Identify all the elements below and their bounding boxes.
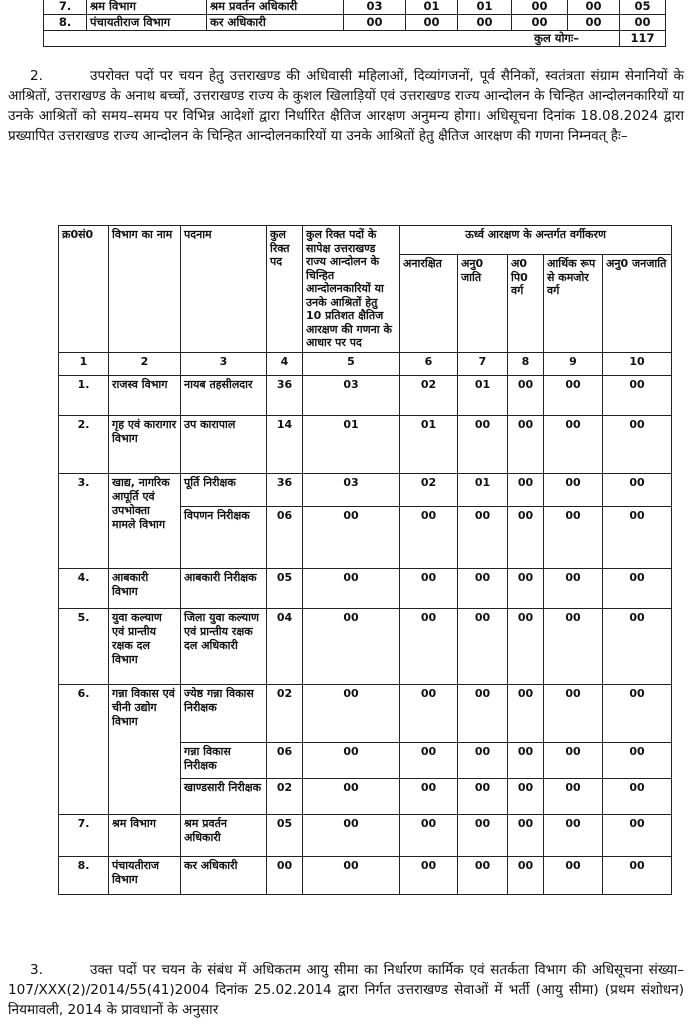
st-cell: 00 xyxy=(603,684,672,742)
dept-cell: राजस्व विभाग xyxy=(109,375,181,415)
sc-cell: 00 xyxy=(458,856,508,894)
obc-cell: 00 xyxy=(508,608,544,684)
table-row xyxy=(59,568,672,608)
dept-cell: श्रम विभाग xyxy=(109,814,181,856)
value-cell: 01 xyxy=(458,0,512,15)
unreserved-cell: 00 xyxy=(400,742,458,778)
sn-cell: 6. xyxy=(59,684,109,814)
sn-cell: 3. xyxy=(59,473,109,568)
sc-cell: 00 xyxy=(458,415,508,473)
post-cell: खाण्डसारी निरीक्षक xyxy=(181,778,267,814)
obc-cell: 00 xyxy=(508,856,544,894)
post-cell: विपणन निरीक्षक xyxy=(181,506,267,568)
header-total: कुल रिक्त पद xyxy=(267,226,303,353)
post-cell: श्रम प्रवर्तन अधिकारी xyxy=(207,0,344,15)
post-cell: श्रम प्रवर्तन अधिकारी xyxy=(181,814,267,856)
total-cell: 04 xyxy=(267,608,303,684)
paragraph-text: उपरोक्त पदों पर चयन हेतु उत्तराखण्ड की अधिवासी महिलाओं, दिव्यांगजनों, पूर्व सैनिकों, स्वतंत्रता संग्राम सेनानियों के आश्रितों, उत्तराखण्ड के अनाथ बच्चों, उत्तराखण्ड राज्य के कुशल खिलाड़ियों एवं उत्तराखण्ड राज्य आन्दोलन के चिन्हित आन्दोलनकारियों या उनके आश्रितों को समय–समय पर विभिन्न आदेशों द्वारा निर्धारित क्षैतिज आरक्षण अनुमन्य होगा। अधिसूचना दिनांक 18.08.2024 द्वारा प्रख्यापित उत्तराखण्ड राज्य आन्दोलन के चिन्हित आन्दोलनकारियों या उनके आश्रितों हेतु क्षैतिज आरक्षण की गणना निम्नवत् हैः– xyxy=(8,68,684,144)
total-cell: 05 xyxy=(267,814,303,856)
sn-cell: 8. xyxy=(59,856,109,894)
ews-cell: 00 xyxy=(544,856,603,894)
sc-cell: 01 xyxy=(458,473,508,506)
table-row xyxy=(59,473,672,506)
st-cell: 00 xyxy=(603,814,672,856)
table-row xyxy=(59,375,672,415)
unreserved-cell: 02 xyxy=(400,473,458,506)
obc-cell: 00 xyxy=(508,814,544,856)
dept-cell: आबकारी विभाग xyxy=(109,568,181,608)
paragraph-text: उक्त पदों पर चयन के संबंध में अधिकतम आयु सीमा का निर्धारण कार्मिक एवं सतर्कता विभाग की अधिसूचना संख्या–107/XXX(2)/2014/55(41)2004 दिनांक 25.02.2014 द्वारा निर्गत उत्तराखण्ड सेवाओं में भर्ती (आयु सीमा) (प्रथम संशोधन) नियमावली, 2014 के प्रावधानों के अनुसार xyxy=(8,962,684,1018)
total-cell: 02 xyxy=(267,684,303,742)
sn-cell: 7. xyxy=(44,0,87,15)
ews-cell: 00 xyxy=(544,568,603,608)
sc-cell: 00 xyxy=(458,814,508,856)
paragraph-number: 2. xyxy=(30,68,43,84)
total-cell: 06 xyxy=(267,742,303,778)
post-cell: ज्येष्ठ गन्ना विकास निरीक्षक xyxy=(181,684,267,742)
total-cell: 06 xyxy=(267,506,303,568)
header-st: अनु0 जनजाति xyxy=(603,255,672,353)
top-summary-table xyxy=(43,0,666,47)
value-cell: 03 xyxy=(344,0,406,15)
unreserved-cell: 00 xyxy=(400,814,458,856)
total-cell: 36 xyxy=(267,473,303,506)
st-cell: 00 xyxy=(603,375,672,415)
horizontal-cell: 00 xyxy=(303,506,400,568)
column-number: 5 xyxy=(303,352,400,375)
sn-cell: 8. xyxy=(44,15,87,31)
value-cell: 00 xyxy=(458,15,512,31)
dept-cell: युवा कल्याण एवं प्रान्तीय रक्षक दल विभाग xyxy=(109,608,181,684)
column-number: 9 xyxy=(544,352,603,375)
total-value: 117 xyxy=(620,31,666,47)
post-cell: उप कारापाल xyxy=(181,415,267,473)
horizontal-cell: 00 xyxy=(303,684,400,742)
header-unreserved: अनारक्षित xyxy=(400,255,458,353)
total-cell: 05 xyxy=(267,568,303,608)
st-cell: 00 xyxy=(603,506,672,568)
post-cell: नायब तहसीलदार xyxy=(181,375,267,415)
column-number: 10 xyxy=(603,352,672,375)
sc-cell: 00 xyxy=(458,568,508,608)
sc-cell: 01 xyxy=(458,375,508,415)
column-number-row xyxy=(59,352,672,375)
ews-cell: 00 xyxy=(544,608,603,684)
horizontal-cell: 00 xyxy=(303,778,400,814)
unreserved-cell: 02 xyxy=(400,375,458,415)
ews-cell: 00 xyxy=(544,506,603,568)
value-cell: 00 xyxy=(512,0,568,15)
ews-cell: 00 xyxy=(544,684,603,742)
dept-cell: खाद्य, नागरिक आपूर्ति एवं उपभोक्ता मामले विभाग xyxy=(109,473,181,568)
value-cell: 00 xyxy=(406,15,458,31)
dept-cell: श्रम विभाग xyxy=(87,0,207,15)
paragraph-number: 3. xyxy=(30,962,43,978)
header-sn: क्र0सं0 xyxy=(59,226,109,353)
st-cell: 00 xyxy=(603,415,672,473)
sn-cell: 5. xyxy=(59,608,109,684)
obc-cell: 00 xyxy=(508,568,544,608)
sn-cell: 2. xyxy=(59,415,109,473)
sn-cell: 4. xyxy=(59,568,109,608)
column-number: 6 xyxy=(400,352,458,375)
table-row xyxy=(59,415,672,473)
obc-cell: 00 xyxy=(508,742,544,778)
ews-cell: 00 xyxy=(544,778,603,814)
total-cell: 00 xyxy=(267,856,303,894)
sc-cell: 00 xyxy=(458,778,508,814)
unreserved-cell: 00 xyxy=(400,506,458,568)
column-number: 2 xyxy=(109,352,181,375)
ews-cell: 00 xyxy=(544,415,603,473)
header-ews: आर्थिक रूप से कमजोर वर्ग xyxy=(544,255,603,353)
st-cell: 00 xyxy=(603,742,672,778)
obc-cell: 00 xyxy=(508,415,544,473)
st-cell: 00 xyxy=(603,778,672,814)
value-cell: 00 xyxy=(620,15,666,31)
st-cell: 00 xyxy=(603,608,672,684)
sc-cell: 00 xyxy=(458,608,508,684)
post-cell: कर अधिकारी xyxy=(207,15,344,31)
dept-cell: गृह एवं कारागार विभाग xyxy=(109,415,181,473)
total-row xyxy=(44,31,666,47)
value-cell: 00 xyxy=(344,15,406,31)
paragraph-2 xyxy=(8,66,684,146)
dept-cell: पंचायतीराज विभाग xyxy=(87,15,207,31)
header-vertical-group: ऊर्ध्व आरक्षण के अन्तर्गत वर्गीकरण xyxy=(400,226,672,255)
obc-cell: 00 xyxy=(508,778,544,814)
table-row xyxy=(59,608,672,684)
column-number: 4 xyxy=(267,352,303,375)
table-row xyxy=(44,15,666,31)
horizontal-cell: 01 xyxy=(303,415,400,473)
column-number: 3 xyxy=(181,352,267,375)
value-cell: 05 xyxy=(620,0,666,15)
sn-cell: 7. xyxy=(59,814,109,856)
st-cell: 00 xyxy=(603,856,672,894)
header-row xyxy=(59,226,672,255)
horizontal-cell: 00 xyxy=(303,568,400,608)
post-cell: आबकारी निरीक्षक xyxy=(181,568,267,608)
post-cell: गन्ना विकास निरीक्षक xyxy=(181,742,267,778)
value-cell: 00 xyxy=(568,15,620,31)
unreserved-cell: 01 xyxy=(400,415,458,473)
sc-cell: 00 xyxy=(458,742,508,778)
total-label: कुल योगः– xyxy=(44,31,620,47)
total-cell: 14 xyxy=(267,415,303,473)
value-cell: 01 xyxy=(406,0,458,15)
obc-cell: 00 xyxy=(508,684,544,742)
table-row xyxy=(44,0,666,15)
value-cell: 00 xyxy=(568,0,620,15)
horizontal-cell: 00 xyxy=(303,742,400,778)
column-number: 8 xyxy=(508,352,544,375)
st-cell: 00 xyxy=(603,473,672,506)
ews-cell: 00 xyxy=(544,473,603,506)
unreserved-cell: 00 xyxy=(400,778,458,814)
paragraph-3 xyxy=(8,960,684,1020)
obc-cell: 00 xyxy=(508,375,544,415)
horizontal-cell: 00 xyxy=(303,608,400,684)
horizontal-cell: 00 xyxy=(303,814,400,856)
unreserved-cell: 00 xyxy=(400,568,458,608)
column-number: 1 xyxy=(59,352,109,375)
dept-cell: गन्ना विकास एवं चीनी उद्योग विभाग xyxy=(109,684,181,814)
ews-cell: 00 xyxy=(544,375,603,415)
reservation-table xyxy=(58,225,672,895)
header-post: पदनाम xyxy=(181,226,267,353)
sn-cell: 1. xyxy=(59,375,109,415)
obc-cell: 00 xyxy=(508,473,544,506)
horizontal-cell: 03 xyxy=(303,473,400,506)
column-number: 7 xyxy=(458,352,508,375)
total-cell: 36 xyxy=(267,375,303,415)
header-horizontal: कुल रिक्त पदों के सापेक्ष उत्तराखण्ड राज्य आन्दोलन के चिन्हित आन्दोलनकारियों या उनके आश्रितों हेतु 10 प्रतिशत क्षैतिज आरक्षण की गणना के आधार पर पद xyxy=(303,226,400,353)
header-obc: अ0 पि0 वर्ग xyxy=(508,255,544,353)
dept-cell: पंचायतीराज विभाग xyxy=(109,856,181,894)
post-cell: जिला युवा कल्याण एवं प्रान्तीय रक्षक दल अधिकारी xyxy=(181,608,267,684)
sc-cell: 00 xyxy=(458,506,508,568)
ews-cell: 00 xyxy=(544,742,603,778)
horizontal-cell: 00 xyxy=(303,856,400,894)
post-cell: पूर्ति निरीक्षक xyxy=(181,473,267,506)
table-row xyxy=(59,684,672,742)
horizontal-cell: 03 xyxy=(303,375,400,415)
header-dept: विभाग का नाम xyxy=(109,226,181,353)
table-row xyxy=(59,856,672,894)
total-cell: 02 xyxy=(267,778,303,814)
table-row xyxy=(59,814,672,856)
obc-cell: 00 xyxy=(508,506,544,568)
ews-cell: 00 xyxy=(544,814,603,856)
header-sc: अनु0 जाति xyxy=(458,255,508,353)
value-cell: 00 xyxy=(512,15,568,31)
unreserved-cell: 00 xyxy=(400,684,458,742)
unreserved-cell: 00 xyxy=(400,856,458,894)
st-cell: 00 xyxy=(603,568,672,608)
post-cell: कर अधिकारी xyxy=(181,856,267,894)
sc-cell: 00 xyxy=(458,684,508,742)
unreserved-cell: 00 xyxy=(400,608,458,684)
